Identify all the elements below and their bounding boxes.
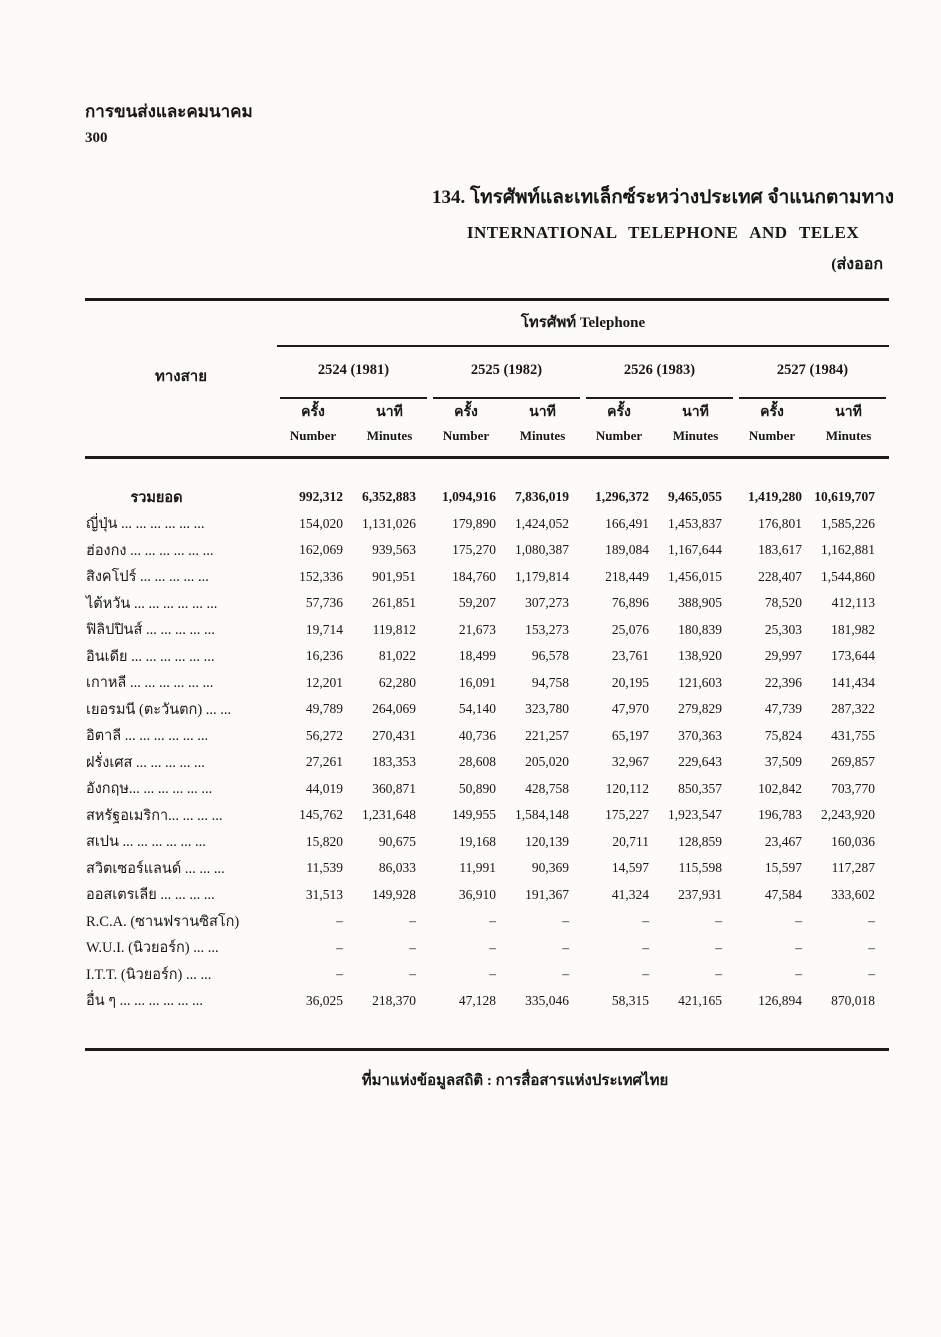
- minutes-value: 120,139: [525, 833, 569, 849]
- minutes-value: 86,033: [378, 860, 416, 876]
- minutes-value: 1,167,644: [668, 542, 722, 558]
- count-subheader-english: Number: [748, 428, 796, 443]
- row-label: อิตาลี ... ... ... ... ... ...: [86, 728, 209, 745]
- minutes-value: 335,046: [525, 992, 569, 1008]
- minutes-subheader-4: [808, 405, 889, 444]
- number-value: 47,970: [611, 701, 649, 717]
- row-label: อื่น ๆ ... ... ... ... ... ...: [86, 993, 204, 1010]
- minutes-value: –: [868, 966, 875, 982]
- count-subheader-3: [583, 405, 655, 444]
- minutes-value: –: [868, 939, 875, 955]
- row-label: อังกฤษ... ... ... ... ... ...: [86, 781, 213, 798]
- minutes-value: 279,829: [678, 701, 722, 717]
- minutes-value: 360,871: [372, 780, 416, 796]
- table-row: [85, 537, 889, 564]
- number-value: 19,714: [305, 621, 343, 637]
- number-value: 11,539: [306, 860, 343, 876]
- number-value: 15,597: [764, 860, 802, 876]
- number-value: –: [336, 939, 343, 955]
- minutes-value: 428,758: [525, 780, 569, 796]
- minutes-value: 870,018: [831, 992, 875, 1008]
- number-value: 14,597: [611, 860, 649, 876]
- number-value: 184,760: [452, 568, 496, 584]
- number-value: 166,491: [605, 515, 649, 531]
- number-value: –: [642, 913, 649, 929]
- number-value: 23,761: [611, 648, 649, 664]
- minutes-value: –: [409, 939, 416, 955]
- table-title-english: INTERNATIONAL TELEPHONE AND TELEX: [466, 223, 860, 242]
- table-row: [85, 935, 889, 962]
- minutes-value: 901,951: [372, 568, 416, 584]
- minutes-value: 7,836,019: [515, 489, 569, 505]
- minutes-value: –: [868, 913, 875, 929]
- minutes-value: 237,931: [678, 886, 722, 902]
- row-label: I.T.T. (นิวยอร์ก) ... ...: [86, 966, 212, 983]
- number-value: 75,824: [764, 727, 802, 743]
- count-subheader-4: [736, 405, 808, 444]
- minutes-subheader-thai: นาที: [376, 405, 403, 420]
- table-title-thai: 134. โทรศัพท์และเทเล็กซ์ระหว่างประเทศ จำแนกตามทาง: [431, 187, 895, 208]
- minutes-value: 1,131,026: [362, 515, 416, 531]
- table-row: [85, 961, 889, 988]
- row-label: ฝรั่งเศส ... ... ... ... ...: [86, 754, 205, 771]
- year-header-rule-1: [280, 397, 427, 399]
- number-value: –: [489, 966, 496, 982]
- minutes-subheader-thai: นาที: [835, 405, 862, 420]
- count-subheader-english: Number: [595, 428, 643, 443]
- row-label: ออสเตรเลีย ... ... ... ...: [86, 887, 215, 904]
- row-label: W.U.I. (นิวยอร์ก) ... ...: [86, 940, 219, 957]
- row-label: สหรัฐอเมริกา... ... ... ...: [86, 807, 223, 824]
- number-value: –: [336, 966, 343, 982]
- number-value: 47,584: [764, 886, 802, 902]
- minutes-value: 1,080,387: [515, 542, 569, 558]
- minutes-value: 2,243,920: [821, 807, 875, 823]
- minutes-value: 62,280: [378, 674, 416, 690]
- count-subheader-english: Number: [289, 428, 337, 443]
- minutes-value: 90,675: [378, 833, 416, 849]
- minutes-subheader-thai: นาที: [682, 405, 709, 420]
- minutes-value: –: [409, 913, 416, 929]
- number-value: 126,894: [758, 992, 802, 1008]
- minutes-subheader-1: [349, 405, 430, 444]
- minutes-value: 117,287: [831, 860, 875, 876]
- count-subheader-thai: ครั้ง: [301, 405, 325, 420]
- number-value: 16,091: [458, 674, 496, 690]
- row-label: R.C.A. (ซานฟรานซิสโก): [86, 913, 240, 930]
- minutes-value: –: [715, 939, 722, 955]
- minutes-value: 333,602: [831, 886, 875, 902]
- count-subheader-thai: ครั้ง: [607, 405, 631, 420]
- minutes-value: 1,424,052: [515, 515, 569, 531]
- table-row: [85, 776, 889, 803]
- table-row: [85, 617, 889, 644]
- number-value: 145,762: [299, 807, 343, 823]
- minutes-value: –: [715, 913, 722, 929]
- minutes-value: –: [562, 966, 569, 982]
- subcolumn-headers: [85, 405, 889, 444]
- minutes-value: 1,544,860: [821, 568, 875, 584]
- number-value: 25,303: [764, 621, 802, 637]
- minutes-value: 703,770: [831, 780, 875, 796]
- table-row: [85, 749, 889, 776]
- minutes-subheader-english: Minutes: [825, 428, 872, 443]
- number-value: 54,140: [458, 701, 496, 717]
- number-value: 1,094,916: [442, 489, 496, 505]
- minutes-value: 270,431: [372, 727, 416, 743]
- minutes-value: 81,022: [378, 648, 416, 664]
- table-row: [85, 829, 889, 856]
- number-value: 16,236: [305, 648, 343, 664]
- row-label: เยอรมนี (ตะวันตก) ... ...: [86, 701, 232, 718]
- minutes-value: 183,353: [372, 754, 416, 770]
- table-row: [85, 802, 889, 829]
- row-label: ไต้หวัน ... ... ... ... ... ...: [86, 595, 218, 612]
- table-row: [85, 855, 889, 882]
- year-header-rule-3: [586, 397, 733, 399]
- number-value: 50,890: [458, 780, 496, 796]
- number-value: 28,608: [458, 754, 496, 770]
- number-value: 228,407: [758, 568, 802, 584]
- minutes-value: 221,257: [525, 727, 569, 743]
- minutes-value: 115,598: [678, 860, 722, 876]
- number-value: 20,195: [611, 674, 649, 690]
- minutes-value: 180,839: [678, 621, 722, 637]
- minutes-value: 90,369: [531, 860, 569, 876]
- count-subheader-thai: ครั้ง: [454, 405, 478, 420]
- table-body: [85, 484, 889, 1014]
- minutes-value: –: [562, 939, 569, 955]
- number-value: 18,499: [458, 648, 496, 664]
- number-value: –: [795, 939, 802, 955]
- number-value: 992,312: [299, 489, 343, 505]
- number-value: 21,673: [458, 621, 496, 637]
- minutes-value: 421,165: [678, 992, 722, 1008]
- number-value: 162,069: [299, 542, 343, 558]
- count-subheader-2: [430, 405, 502, 444]
- minutes-value: 119,812: [372, 621, 416, 637]
- stub-column-header: ทางสาย: [154, 369, 207, 385]
- number-value: 37,509: [764, 754, 802, 770]
- table-title-paren: (ส่งออก: [831, 256, 883, 273]
- number-value: 176,801: [758, 515, 802, 531]
- minutes-value: 1,923,547: [668, 807, 722, 823]
- minutes-value: 388,905: [678, 595, 722, 611]
- number-value: –: [489, 913, 496, 929]
- table-row: [85, 564, 889, 591]
- minutes-value: 173,644: [831, 648, 875, 664]
- telephone-span-header: โทรศัพท์ Telephone: [520, 315, 646, 331]
- minutes-subheader-english: Minutes: [366, 428, 413, 443]
- minutes-value: 307,273: [525, 595, 569, 611]
- number-value: 179,890: [452, 515, 496, 531]
- number-value: –: [795, 913, 802, 929]
- source-note: ที่มาแห่งข้อมูลสถิติ : การสื่อสารแห่งประเทศไทย: [361, 1073, 669, 1089]
- table-row: [85, 511, 889, 538]
- minutes-value: 412,113: [831, 595, 875, 611]
- number-value: 59,207: [458, 595, 496, 611]
- row-label: อินเดีย ... ... ... ... ... ...: [86, 648, 215, 665]
- number-value: 183,617: [758, 542, 802, 558]
- row-label: สวิตเซอร์แลนด์ ... ... ...: [86, 860, 225, 877]
- minutes-value: 261,851: [372, 595, 416, 611]
- number-value: 11,991: [459, 860, 496, 876]
- span-header-rule: [277, 345, 889, 347]
- minutes-value: –: [409, 966, 416, 982]
- row-label: เกาหลี ... ... ... ... ... ...: [86, 675, 214, 692]
- number-value: 175,270: [452, 542, 496, 558]
- minutes-value: 1,584,148: [515, 807, 569, 823]
- minutes-value: 6,352,883: [362, 489, 416, 505]
- number-value: 102,842: [758, 780, 802, 796]
- number-value: 154,020: [299, 515, 343, 531]
- row-label: ญี่ปุ่น ... ... ... ... ... ...: [86, 516, 205, 533]
- number-value: 78,520: [764, 595, 802, 611]
- minutes-value: 264,069: [372, 701, 416, 717]
- table-row: [85, 882, 889, 909]
- minutes-value: 370,363: [678, 727, 722, 743]
- page-number: 300: [85, 130, 108, 146]
- minutes-subheader-3: [655, 405, 736, 444]
- table-row: [85, 988, 889, 1015]
- table-bottom-rule: [85, 1048, 889, 1051]
- number-value: –: [642, 966, 649, 982]
- minutes-value: –: [562, 913, 569, 929]
- number-value: 15,820: [305, 833, 343, 849]
- number-value: 41,324: [611, 886, 649, 902]
- number-value: 218,449: [605, 568, 649, 584]
- number-value: 22,396: [764, 674, 802, 690]
- number-value: 25,076: [611, 621, 649, 637]
- minutes-value: 121,603: [678, 674, 722, 690]
- minutes-subheader-2: [502, 405, 583, 444]
- number-value: 44,019: [305, 780, 343, 796]
- number-value: 58,315: [611, 992, 649, 1008]
- number-value: 19,168: [458, 833, 496, 849]
- table-title-block: [415, 182, 911, 277]
- table-row: [85, 696, 889, 723]
- year-header-4: 2527 (1984): [776, 362, 849, 378]
- minutes-value: 1,585,226: [821, 515, 875, 531]
- minutes-value: 128,859: [678, 833, 722, 849]
- number-value: 1,419,280: [748, 489, 802, 505]
- table-row: [85, 670, 889, 697]
- minutes-value: 96,578: [531, 648, 569, 664]
- number-value: 36,025: [305, 992, 343, 1008]
- row-label: สิงคโปร์ ... ... ... ... ...: [86, 569, 209, 586]
- minutes-value: 160,036: [831, 833, 875, 849]
- minutes-value: 323,780: [525, 701, 569, 717]
- minutes-value: 431,755: [831, 727, 875, 743]
- minutes-value: 153,273: [525, 621, 569, 637]
- minutes-value: 9,465,055: [668, 489, 722, 505]
- minutes-value: 287,322: [831, 701, 875, 717]
- number-value: 175,227: [605, 807, 649, 823]
- minutes-value: 191,367: [525, 886, 569, 902]
- number-value: 76,896: [611, 595, 649, 611]
- number-value: 65,197: [611, 727, 649, 743]
- minutes-value: 1,162,881: [821, 542, 875, 558]
- count-subheader-english: Number: [442, 428, 490, 443]
- number-value: 120,112: [605, 780, 649, 796]
- minutes-value: 205,020: [525, 754, 569, 770]
- number-value: 47,128: [458, 992, 496, 1008]
- year-header-1: 2524 (1981): [317, 362, 390, 378]
- number-value: 1,296,372: [595, 489, 649, 505]
- table-row: [85, 643, 889, 670]
- row-label: รวมยอด: [130, 489, 183, 506]
- number-value: 40,736: [458, 727, 496, 743]
- minutes-value: 939,563: [372, 542, 416, 558]
- table-row: [85, 590, 889, 617]
- count-subheader-1: [277, 405, 349, 444]
- number-value: 47,739: [764, 701, 802, 717]
- number-value: 32,967: [611, 754, 649, 770]
- row-label: ฮ่องกง ... ... ... ... ... ...: [86, 542, 214, 559]
- number-value: –: [642, 939, 649, 955]
- year-header-2: 2525 (1982): [470, 362, 543, 378]
- number-value: 49,789: [305, 701, 343, 717]
- section-title: การขนส่งและคมนาคม: [85, 102, 253, 121]
- minutes-value: 850,357: [678, 780, 722, 796]
- minutes-value: 10,619,707: [814, 489, 875, 505]
- minutes-value: –: [715, 966, 722, 982]
- minutes-value: 218,370: [372, 992, 416, 1008]
- minutes-value: 269,857: [831, 754, 875, 770]
- number-value: 23,467: [764, 833, 802, 849]
- number-value: –: [336, 913, 343, 929]
- minutes-subheader-english: Minutes: [672, 428, 719, 443]
- number-value: 29,997: [764, 648, 802, 664]
- number-value: 31,513: [305, 886, 343, 902]
- row-label: สเปน ... ... ... ... ... ...: [86, 834, 206, 851]
- number-value: 12,201: [305, 674, 343, 690]
- minutes-subheader-english: Minutes: [519, 428, 566, 443]
- year-header-rule-4: [739, 397, 886, 399]
- count-subheader-thai: ครั้ง: [760, 405, 784, 420]
- minutes-value: 1,179,814: [515, 568, 569, 584]
- table-header: [85, 298, 889, 459]
- minutes-value: 94,758: [531, 674, 569, 690]
- number-value: 36,910: [458, 886, 496, 902]
- table-row-total: [85, 484, 889, 511]
- number-value: –: [795, 966, 802, 982]
- minutes-value: 1,456,015: [668, 568, 722, 584]
- number-value: 189,084: [605, 542, 649, 558]
- year-header-rule-2: [433, 397, 580, 399]
- table-row: [85, 723, 889, 750]
- subheader-spacer: [85, 405, 277, 444]
- number-value: 152,336: [299, 568, 343, 584]
- minutes-value: 1,231,648: [362, 807, 416, 823]
- number-value: 196,783: [758, 807, 802, 823]
- number-value: –: [489, 939, 496, 955]
- year-header-3: 2526 (1983): [623, 362, 696, 378]
- row-label: ฟิลิปปินส์ ... ... ... ... ...: [86, 622, 215, 639]
- number-value: 20,711: [612, 833, 649, 849]
- minutes-value: 229,643: [678, 754, 722, 770]
- minutes-value: 149,928: [372, 886, 416, 902]
- number-value: 27,261: [305, 754, 343, 770]
- minutes-value: 1,453,837: [668, 515, 722, 531]
- minutes-value: 138,920: [678, 648, 722, 664]
- number-value: 57,736: [305, 595, 343, 611]
- minutes-subheader-thai: นาที: [529, 405, 556, 420]
- minutes-value: 141,434: [831, 674, 875, 690]
- minutes-value: 181,982: [831, 621, 875, 637]
- number-value: 56,272: [305, 727, 343, 743]
- table-row: [85, 908, 889, 935]
- number-value: 149,955: [452, 807, 496, 823]
